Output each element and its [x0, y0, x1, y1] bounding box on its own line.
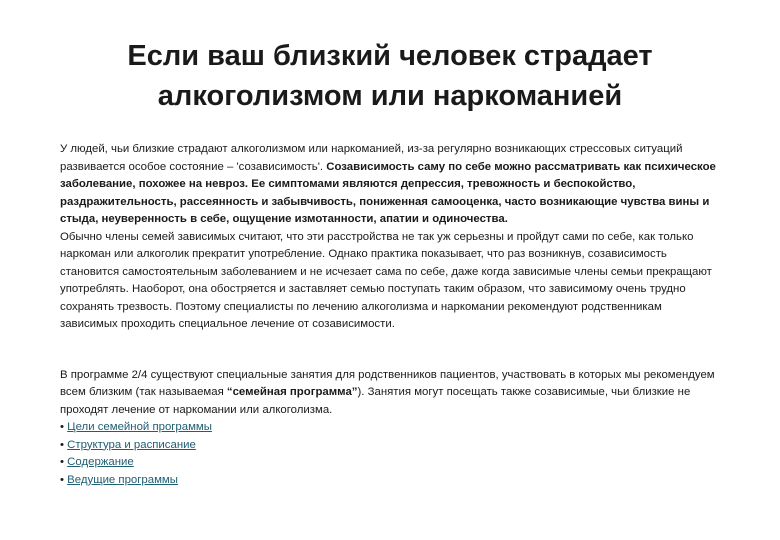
body-text: [60, 141, 720, 489]
page-title: [60, 36, 720, 116]
link-structure-schedule[interactable]: Структура и расписание: [67, 438, 196, 451]
family-program-text-before: В программе 2/4 существуют специальные занятия для родственников пациентов, участвовать в которых мы рекомендуем всем близким (так называемая: [60, 368, 715, 398]
paragraph-family-program: [60, 367, 720, 420]
title-line-1: Если ваш близкий человек страдает: [127, 40, 653, 72]
paragraph-codependency: [60, 141, 720, 229]
bullet-glyph: •: [60, 473, 64, 486]
family-program-text-after: ). Занятия могут посещать также созависимые, чьи близкие не проходят лечение от наркомании или алкоголизма.: [60, 386, 691, 416]
program-links-list: [60, 419, 720, 489]
bullet-glyph: •: [60, 421, 64, 433]
family-program-name: “семейная программа”: [226, 386, 358, 398]
bullet-glyph: •: [60, 456, 64, 468]
title-line-2: алкоголизмом или наркоманией: [157, 80, 623, 112]
list-item: [60, 454, 720, 472]
paragraph-treatment: Обычно члены семей зависимых считают, что эти расстройства не так уж серьезны и пройдут сами по себе, как только наркоман или алкоголик прекратит употребление. Однако практика показывает, что раз возникнув, созависимость становится самостоятельным заболеванием и не исчезает сама по себе, даже когда зависимые члены семьи прекращают употреблять. Наоборот, она обостряется и заставляет семью поступать таким образом, что зависимому очень трудно сохранять трезвость. Поэтому специалисты по лечению алкоголизма и наркомании рекомендуют родственникам зависимых проходить специальное лечение от созависимости.: [60, 230, 712, 330]
list-item: [60, 419, 720, 437]
link-contents[interactable]: Содержание: [67, 456, 134, 468]
paragraph-codependency-intro: У людей, чьи близкие страдают алкоголизмом или наркоманией, из-за регулярно возникающих стрессовых ситуаций развивается особое состояние – 'созависимость'.: [60, 143, 683, 173]
list-item: [60, 437, 720, 455]
list-item: [60, 472, 720, 490]
link-program-leaders[interactable]: Ведущие программы: [67, 473, 178, 486]
paragraph-spacer: [60, 334, 720, 367]
link-program-goals[interactable]: Цели семейной программы: [67, 421, 212, 433]
paragraph-codependency-symptoms: Созависимость саму по себе можно рассматривать как психическое заболевание, похожее на невроз. Ее симптомами являются депрессия, тревожность и беспокойство, раздражительность, рассеянность и забывчивость, пониженная самооценка, часто возникающие чувства вины и стыда, неуверенность в себе, ощущение измотанности, апатии и одиночества.: [60, 160, 716, 225]
bullet-glyph: •: [60, 438, 64, 451]
